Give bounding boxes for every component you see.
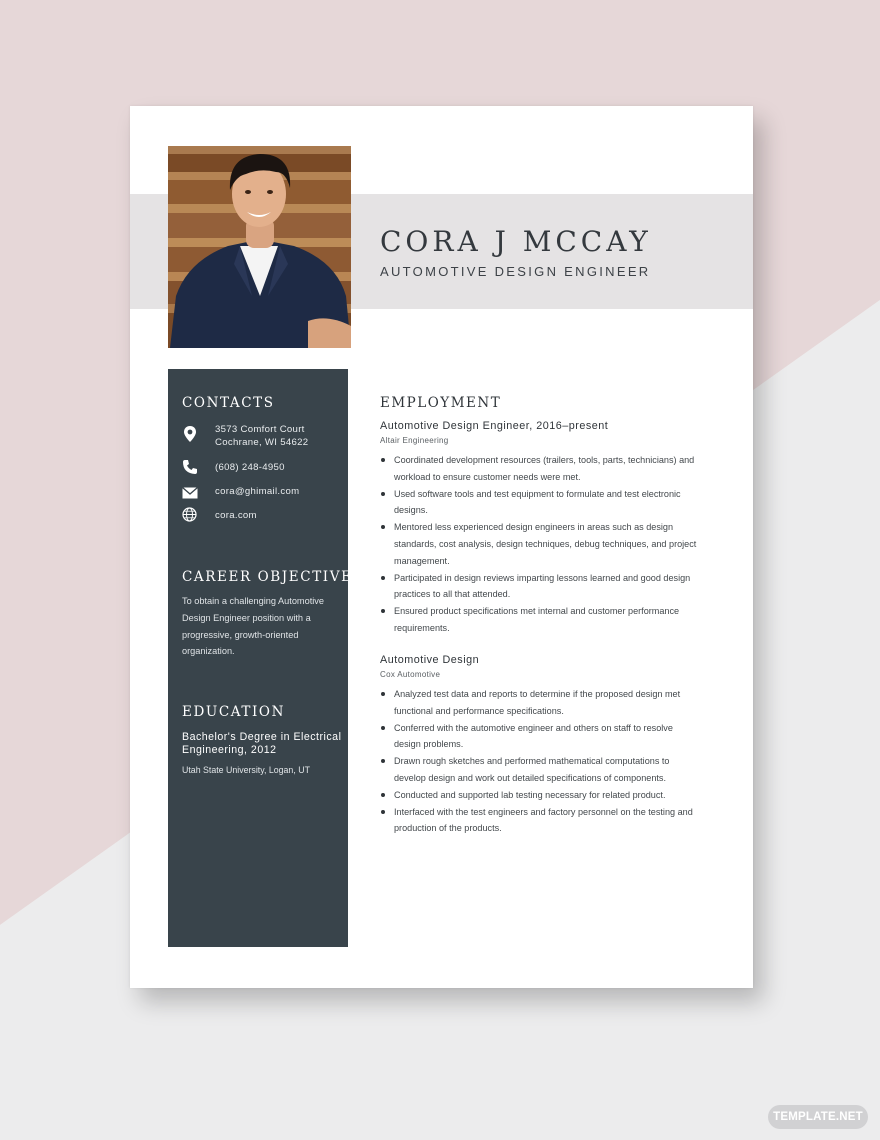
globe-icon bbox=[182, 507, 198, 523]
contacts-heading: CONTACTS bbox=[182, 395, 275, 411]
employment-heading: EMPLOYMENT bbox=[380, 395, 502, 411]
phone-icon bbox=[182, 459, 198, 475]
template-net-badge[interactable]: TEMPLATE.NET bbox=[768, 1105, 868, 1129]
job-bullet: Ensured product specifications met internal and customer performance requirements. bbox=[380, 603, 700, 637]
job-bullet: Analyzed test data and reports to determine if the proposed design met functional and performance specifications. bbox=[380, 686, 700, 720]
profile-photo bbox=[168, 146, 351, 348]
contact-address-line1: 3573 Comfort Court bbox=[215, 424, 305, 435]
education-school: Utah State University, Logan, UT bbox=[182, 765, 310, 775]
career-objective-heading: CAREER OBJECTIVE bbox=[182, 569, 353, 585]
education-heading: EDUCATION bbox=[182, 704, 286, 720]
job-title: Automotive Design Engineer, 2016–present bbox=[380, 420, 609, 432]
job-bullet: Conferred with the automotive engineer and others on staff to resolve design problems. bbox=[380, 720, 700, 754]
sidebar bbox=[168, 369, 353, 947]
contact-website: cora.com bbox=[215, 510, 257, 521]
job-bullet: Interfaced with the test engineers and factory personnel on the testing and production of the products. bbox=[380, 804, 700, 838]
job-company: Altair Engineering bbox=[380, 436, 449, 445]
job-bullet-list bbox=[380, 686, 700, 837]
candidate-name: CORA J MCCAY bbox=[380, 225, 652, 258]
education-degree: Bachelor's Degree in Electrical Engineering, 2012 bbox=[182, 731, 342, 756]
job-bullet: Mentored less experienced design engineers in areas such as design standards, cost analysis, design techniques, debug techniques, and project management. bbox=[380, 519, 700, 569]
candidate-title: AUTOMOTIVE DESIGN ENGINEER bbox=[380, 264, 651, 279]
job-title: Automotive Design bbox=[380, 654, 480, 666]
resume-page bbox=[130, 106, 753, 988]
job-bullet-list bbox=[380, 452, 700, 637]
location-pin-icon bbox=[182, 425, 198, 441]
job-bullet: Conducted and supported lab testing necessary for related product. bbox=[380, 787, 700, 804]
job-bullet: Used software tools and test equipment to formulate and test electronic designs. bbox=[380, 486, 700, 520]
job-bullet: Drawn rough sketches and performed mathematical computations to develop design and work out detailed specifications of components. bbox=[380, 753, 700, 787]
contact-email: cora@ghimail.com bbox=[215, 486, 300, 497]
contact-address-line2: Cochrane, WI 54622 bbox=[215, 437, 309, 448]
job-bullet: Coordinated development resources (trailers, tools, parts, technicians) and workload to ensure customer needs were met. bbox=[380, 452, 700, 486]
job-bullet: Participated in design reviews imparting lessons learned and good design practices to all that attended. bbox=[380, 570, 700, 604]
envelope-icon bbox=[182, 486, 198, 502]
career-objective-text: To obtain a challenging Automotive Design Engineer position with a progressive, growth-oriented organization. bbox=[182, 596, 324, 657]
job-company: Cox Automotive bbox=[380, 670, 441, 679]
contact-phone: (608) 248-4950 bbox=[215, 462, 285, 473]
